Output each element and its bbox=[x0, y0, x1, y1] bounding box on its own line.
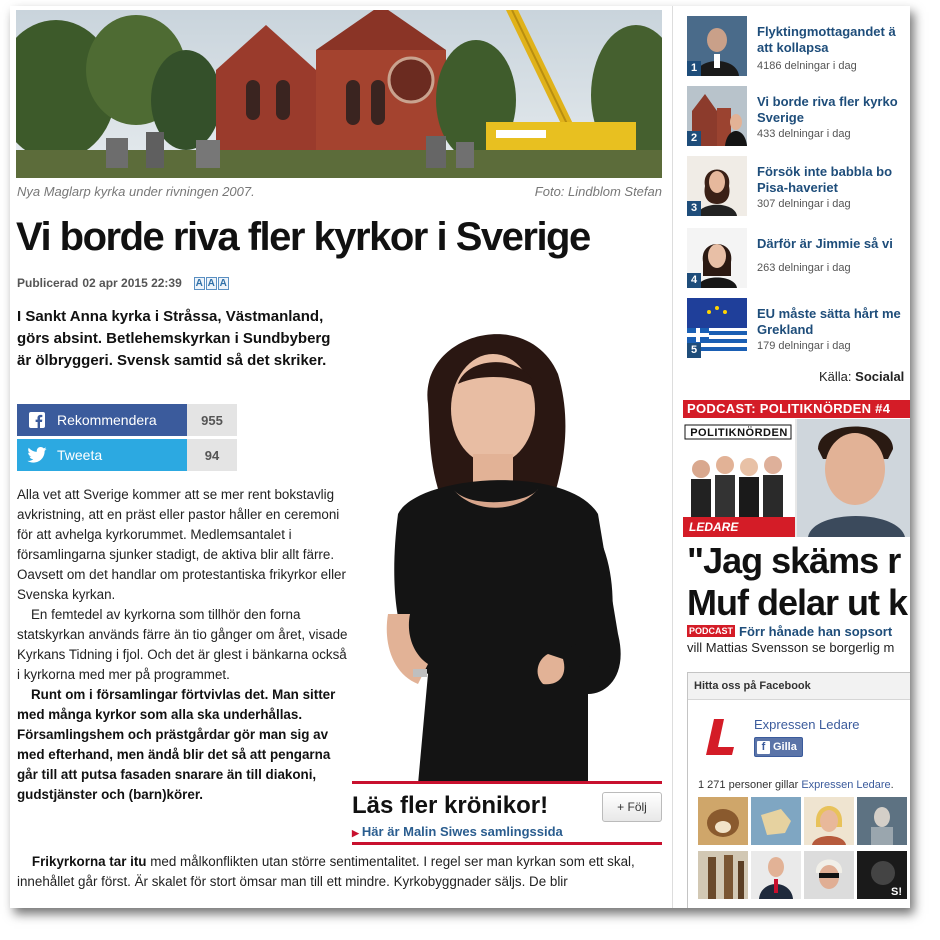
paragraph-rest: med målkonflikten utan större sentimentalitet. I regel ser man kyrkan som ett skal, innehållet går först. Är skalet för stort ömsar man till ett mindre. Kyrkobyggnader säljs. De blir bbox=[17, 854, 635, 889]
twitter-bird-icon bbox=[17, 447, 57, 463]
fan-avatar[interactable] bbox=[751, 851, 801, 899]
rank-number: 4 bbox=[687, 273, 701, 288]
podcast-title: Förr hånade han sopsort bbox=[739, 624, 893, 639]
share-count: 179 delningar i dag bbox=[757, 340, 851, 352]
paragraph-bold-start: Frikyrkorna tar itu bbox=[31, 854, 147, 869]
published-date: 02 apr 2015 22:39 bbox=[82, 276, 182, 290]
podcast-headline-line-2: Muf delar ut k bbox=[687, 582, 908, 623]
share-count: 433 delningar i dag bbox=[757, 128, 851, 140]
most-shared-title bbox=[757, 236, 910, 252]
most-shared-title bbox=[757, 306, 910, 338]
podcast-image[interactable] bbox=[683, 419, 910, 537]
share-count: 307 delningar i dag bbox=[757, 198, 851, 210]
font-size-small-button[interactable]: A bbox=[195, 277, 203, 289]
published-label: Publicerad bbox=[17, 276, 79, 290]
article-paragraph: Alla vet att Sverige kommer att se mer rent bokstavlig avkristning, att en präst eller pastor håller en ceremoni för att avhelga kyrkorummet. Medlemsantalet i församlingarna sjunker stadigt, de aktiva blir allt färre. Oavsett om det handlar om protestantiska frikyrkor eller Svenska kyrkan. bbox=[17, 487, 346, 602]
article-paragraph: En femtedel av kyrkorna som tillhör den forna statskyrkan används färre än tio gånger om året, visade Kyrkans Tidning i fjol. Och det är glest i bänkarna också i kyrkorna med mer på programmet. bbox=[17, 607, 348, 682]
article-hero-image bbox=[16, 10, 662, 178]
article-body bbox=[17, 485, 352, 805]
svg-text:S!: S! bbox=[891, 886, 902, 898]
facebook-recommend-button[interactable] bbox=[17, 404, 187, 436]
title-line-1: Därför är Jimmie så vi bbox=[757, 236, 893, 251]
sidebar bbox=[672, 6, 910, 908]
rank-number: 5 bbox=[687, 343, 701, 358]
article-column bbox=[10, 6, 672, 908]
twitter-share bbox=[17, 439, 237, 471]
title-line-2: Grekland bbox=[757, 322, 814, 337]
fan-avatar[interactable] bbox=[857, 797, 907, 845]
podcast-logo-text: POLITIKNÖRDEN bbox=[690, 427, 788, 439]
font-size-medium-button[interactable]: A bbox=[207, 277, 215, 289]
most-shared-thumbnail bbox=[687, 86, 747, 146]
author-page-link[interactable] bbox=[352, 824, 563, 839]
most-shared-thumbnail bbox=[687, 16, 747, 76]
font-size-large-button[interactable]: A bbox=[219, 277, 227, 289]
facebook-share bbox=[17, 404, 237, 436]
tweet-label: Tweeta bbox=[57, 447, 103, 463]
font-size-controls bbox=[194, 277, 229, 290]
podcast-tag: PODCAST bbox=[689, 626, 734, 636]
fan-avatar[interactable] bbox=[857, 851, 907, 899]
most-shared-thumbnail bbox=[687, 228, 747, 288]
podcast-headline[interactable] bbox=[687, 540, 907, 624]
facebook-fan-faces bbox=[698, 797, 910, 899]
title-line-1: Flyktingmottagandet ä bbox=[757, 24, 896, 39]
play-triangle-icon: ▶ bbox=[352, 828, 359, 838]
most-shared-item[interactable] bbox=[687, 298, 910, 360]
title-line-1: EU måste sätta hårt me bbox=[757, 306, 901, 321]
title-line-1: Vi borde riva fler kyrko bbox=[757, 94, 898, 109]
twitter-share-count: 94 bbox=[187, 439, 237, 471]
podcast-banner[interactable]: PODCAST: POLITIKNÖRDEN #4 bbox=[683, 400, 910, 418]
facebook-like-button[interactable] bbox=[754, 737, 803, 757]
facebook-page-name[interactable]: Expressen Ledare bbox=[754, 717, 860, 732]
facebook-share-count: 955 bbox=[187, 404, 237, 436]
like-count-text: 1 271 personer gillar bbox=[698, 779, 802, 791]
facebook-widget-header: Hitta oss på Facebook bbox=[688, 673, 910, 700]
most-shared-title bbox=[757, 24, 910, 56]
podcast-title-line[interactable] bbox=[687, 624, 892, 639]
article-title: Vi borde riva fler kyrkor i Sverige bbox=[16, 215, 590, 259]
most-shared-item[interactable] bbox=[687, 86, 910, 148]
facebook-like-label: Gilla bbox=[773, 741, 797, 753]
facebook-like-count bbox=[698, 779, 894, 791]
most-shared-item[interactable] bbox=[687, 16, 910, 78]
most-shared-title bbox=[757, 164, 910, 196]
read-more-box bbox=[352, 781, 662, 845]
publish-info bbox=[17, 276, 229, 290]
podcast-logo-sub: LEDARE bbox=[689, 520, 739, 534]
rank-number: 2 bbox=[687, 131, 701, 146]
facebook-recommend-label: Rekommendera bbox=[57, 412, 157, 428]
like-count-end: . bbox=[890, 779, 894, 791]
title-line-2: att kollapsa bbox=[757, 40, 829, 55]
title-line-2: Pisa-haveriet bbox=[757, 180, 838, 195]
podcast-subtitle: vill Mattias Svensson se borgerlig m bbox=[687, 640, 895, 655]
facebook-widget bbox=[687, 672, 910, 908]
follow-button[interactable]: + Följ bbox=[602, 792, 662, 822]
source-line bbox=[819, 369, 904, 384]
fan-avatar[interactable] bbox=[751, 797, 801, 845]
facebook-f-icon: f bbox=[757, 741, 770, 754]
expressen-ledare-logo[interactable] bbox=[700, 715, 742, 757]
podcast-headline-line-1: "Jag skäms r bbox=[687, 540, 901, 581]
source-label: Källa: bbox=[819, 369, 852, 384]
facebook-icon bbox=[17, 412, 57, 428]
fan-avatar[interactable] bbox=[804, 797, 854, 845]
like-count-link[interactable]: Expressen Ledare bbox=[801, 779, 891, 791]
fan-avatar[interactable] bbox=[804, 851, 854, 899]
share-count: 4186 delningar i dag bbox=[757, 60, 857, 72]
title-line-2: Sverige bbox=[757, 110, 804, 125]
fan-avatar[interactable] bbox=[698, 797, 748, 845]
article-lead: I Sankt Anna kyrka i Stråssa, Västmanland, görs absint. Betlehemskyrkan i Sundbyberg är ölbryggeri. Svensk samtid så det skriker. bbox=[17, 308, 331, 369]
most-shared-item[interactable] bbox=[687, 228, 910, 290]
caption-text: Nya Maglarp kyrka under rivningen 2007. bbox=[17, 184, 255, 199]
tweet-button[interactable] bbox=[17, 439, 187, 471]
image-caption bbox=[17, 184, 662, 199]
rank-number: 1 bbox=[687, 61, 701, 76]
photo-credit: Foto: Lindblom Stefan bbox=[534, 184, 662, 199]
rank-number: 3 bbox=[687, 201, 701, 216]
article-paragraph-bold: Runt om i församlingar förtvivlas det. Man sitter med många kyrkor som alla ska underhållas. Församlingshem och prästgårdar gör man sig av med efterhand, men ändå blir det så att pengarna går till att putsa fasaden snarare än till diakoni, gudstjänster och (barn)körer. bbox=[17, 687, 336, 802]
browser-viewport bbox=[10, 6, 910, 908]
most-shared-thumbnail bbox=[687, 298, 747, 358]
most-shared-item[interactable] bbox=[687, 156, 910, 218]
article-paragraph-wide bbox=[17, 852, 662, 892]
read-more-heading: Läs fler krönikor! bbox=[352, 792, 549, 819]
author-page-link-text: Här är Malin Siwes samlingssida bbox=[361, 824, 563, 839]
author-portrait bbox=[358, 314, 658, 784]
most-shared-title bbox=[757, 94, 910, 126]
source-value: Socialal bbox=[855, 369, 905, 384]
most-shared-thumbnail bbox=[687, 156, 747, 216]
fan-avatar[interactable] bbox=[698, 851, 748, 899]
title-line-1: Försök inte babbla bo bbox=[757, 164, 893, 179]
share-count: 263 delningar i dag bbox=[757, 262, 851, 274]
